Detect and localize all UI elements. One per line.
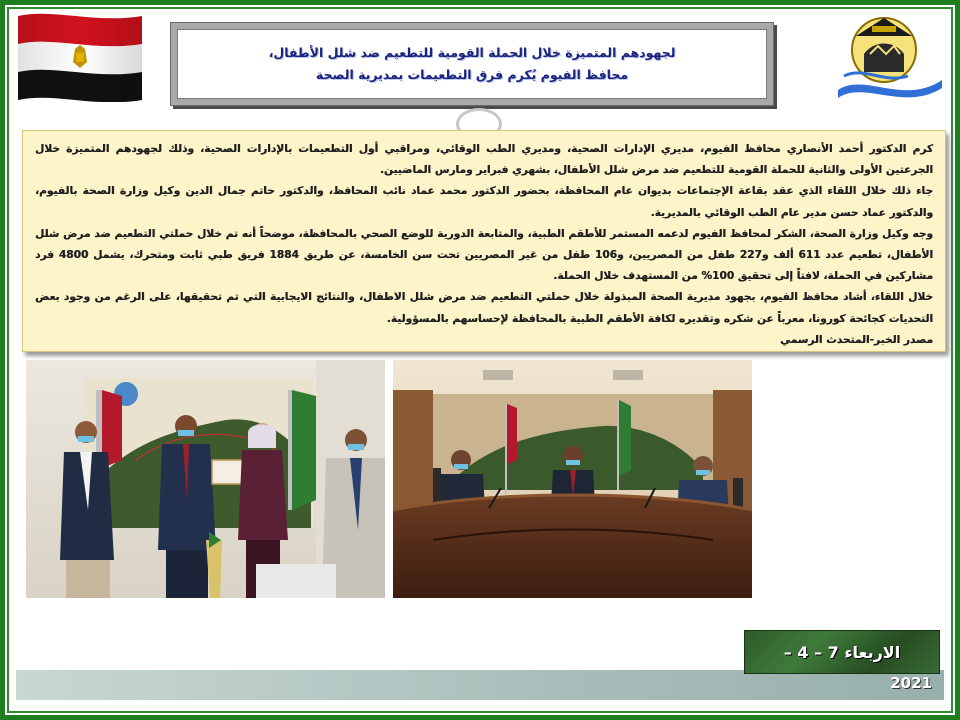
headline-line-2: محافظ الفيوم يُكرم فرق التطعيمات بمديرية الصحة <box>315 67 629 82</box>
footer-date: الاربعاء 7 – 4 – <box>783 642 901 662</box>
article-paragraph: وجه وكيل وزارة الصحة، الشكر لمحافظ الفيوم لدعمه المستمر للأطقم الطبية، والمتابعة الدورية للوضع الصحي بالمحافظة، موضحاً أنه تم خلال حملتي التطعيم ضد مرض شلل الأطفال، تطعيم عدد 611 ألف و227 طفل من المصريين، و106 طفل من غير المصريين تحت سن الخامسة، عن طريق 1884 فريق طبي ثابت ومتحرك، يشمل 4800 فرد مشاركين في الحملة، لافتاً إلى تحقيق 100% من المستهدف خلال الحملة. <box>35 227 934 283</box>
award-ceremony-photo <box>26 360 385 598</box>
article-panel <box>22 130 946 352</box>
headline-box <box>170 22 774 106</box>
date-plate <box>744 630 940 674</box>
headline-line-1: لجهودهم المتميزة خلال الحملة القومية للتطعيم ضد شلل الأطفال، <box>268 45 676 60</box>
article-paragraph: كرم الدكتور أحمد الأنصاري محافظ الفيوم، مديري الإدارات الصحية، ومديري الطب الوقائي، ومراقبي أول التطعيمات بالإدارات الصحية، وذلك لجهودهم المتميزة خلال الجرعتين الأولى والثانية للحملة القومية للتطعيم ضد مرض شلل الأطفال، بشهري فبراير ومارس الماضيين. <box>35 143 933 177</box>
footer-year: 2021 <box>890 674 932 692</box>
article-paragraph: خلال اللقاء، أشاد محافظ الفيوم، بجهود مديرية الصحة المبذولة خلال حملتي التطعيم ضد مرض شلل الاطفال، والنتائج الايجابية التي تم تحقيقها، على الرغم من وجود بعض التحديات كجائحة كورونا، معرباً عن شكره وتقديره لكافة الأطقم الطبية بالمحافظة لإحساسهم بالمسؤولية. <box>35 291 933 325</box>
certificate <box>212 460 244 484</box>
headline-inner <box>177 29 767 99</box>
egypt-flag-icon <box>14 10 146 102</box>
article-source: مصدر الخبر-المتحدث الرسمي <box>779 333 933 346</box>
footer-band <box>16 670 944 700</box>
article-paragraph: جاء ذلك خلال اللقاء الذي عقد بقاعة الإجتماعات بديوان عام المحافظة، بحضور الدكتور محمد عماد نائب المحافظ، والدكتور حاتم جمال الدين وكيل وزارة الصحة بالفيوم، والدكتور عماد حسن مدير عام الطب الوقائي بالمديرية. <box>35 185 933 219</box>
fayoum-governorate-logo <box>834 10 946 102</box>
meeting-room-photo <box>393 360 752 598</box>
